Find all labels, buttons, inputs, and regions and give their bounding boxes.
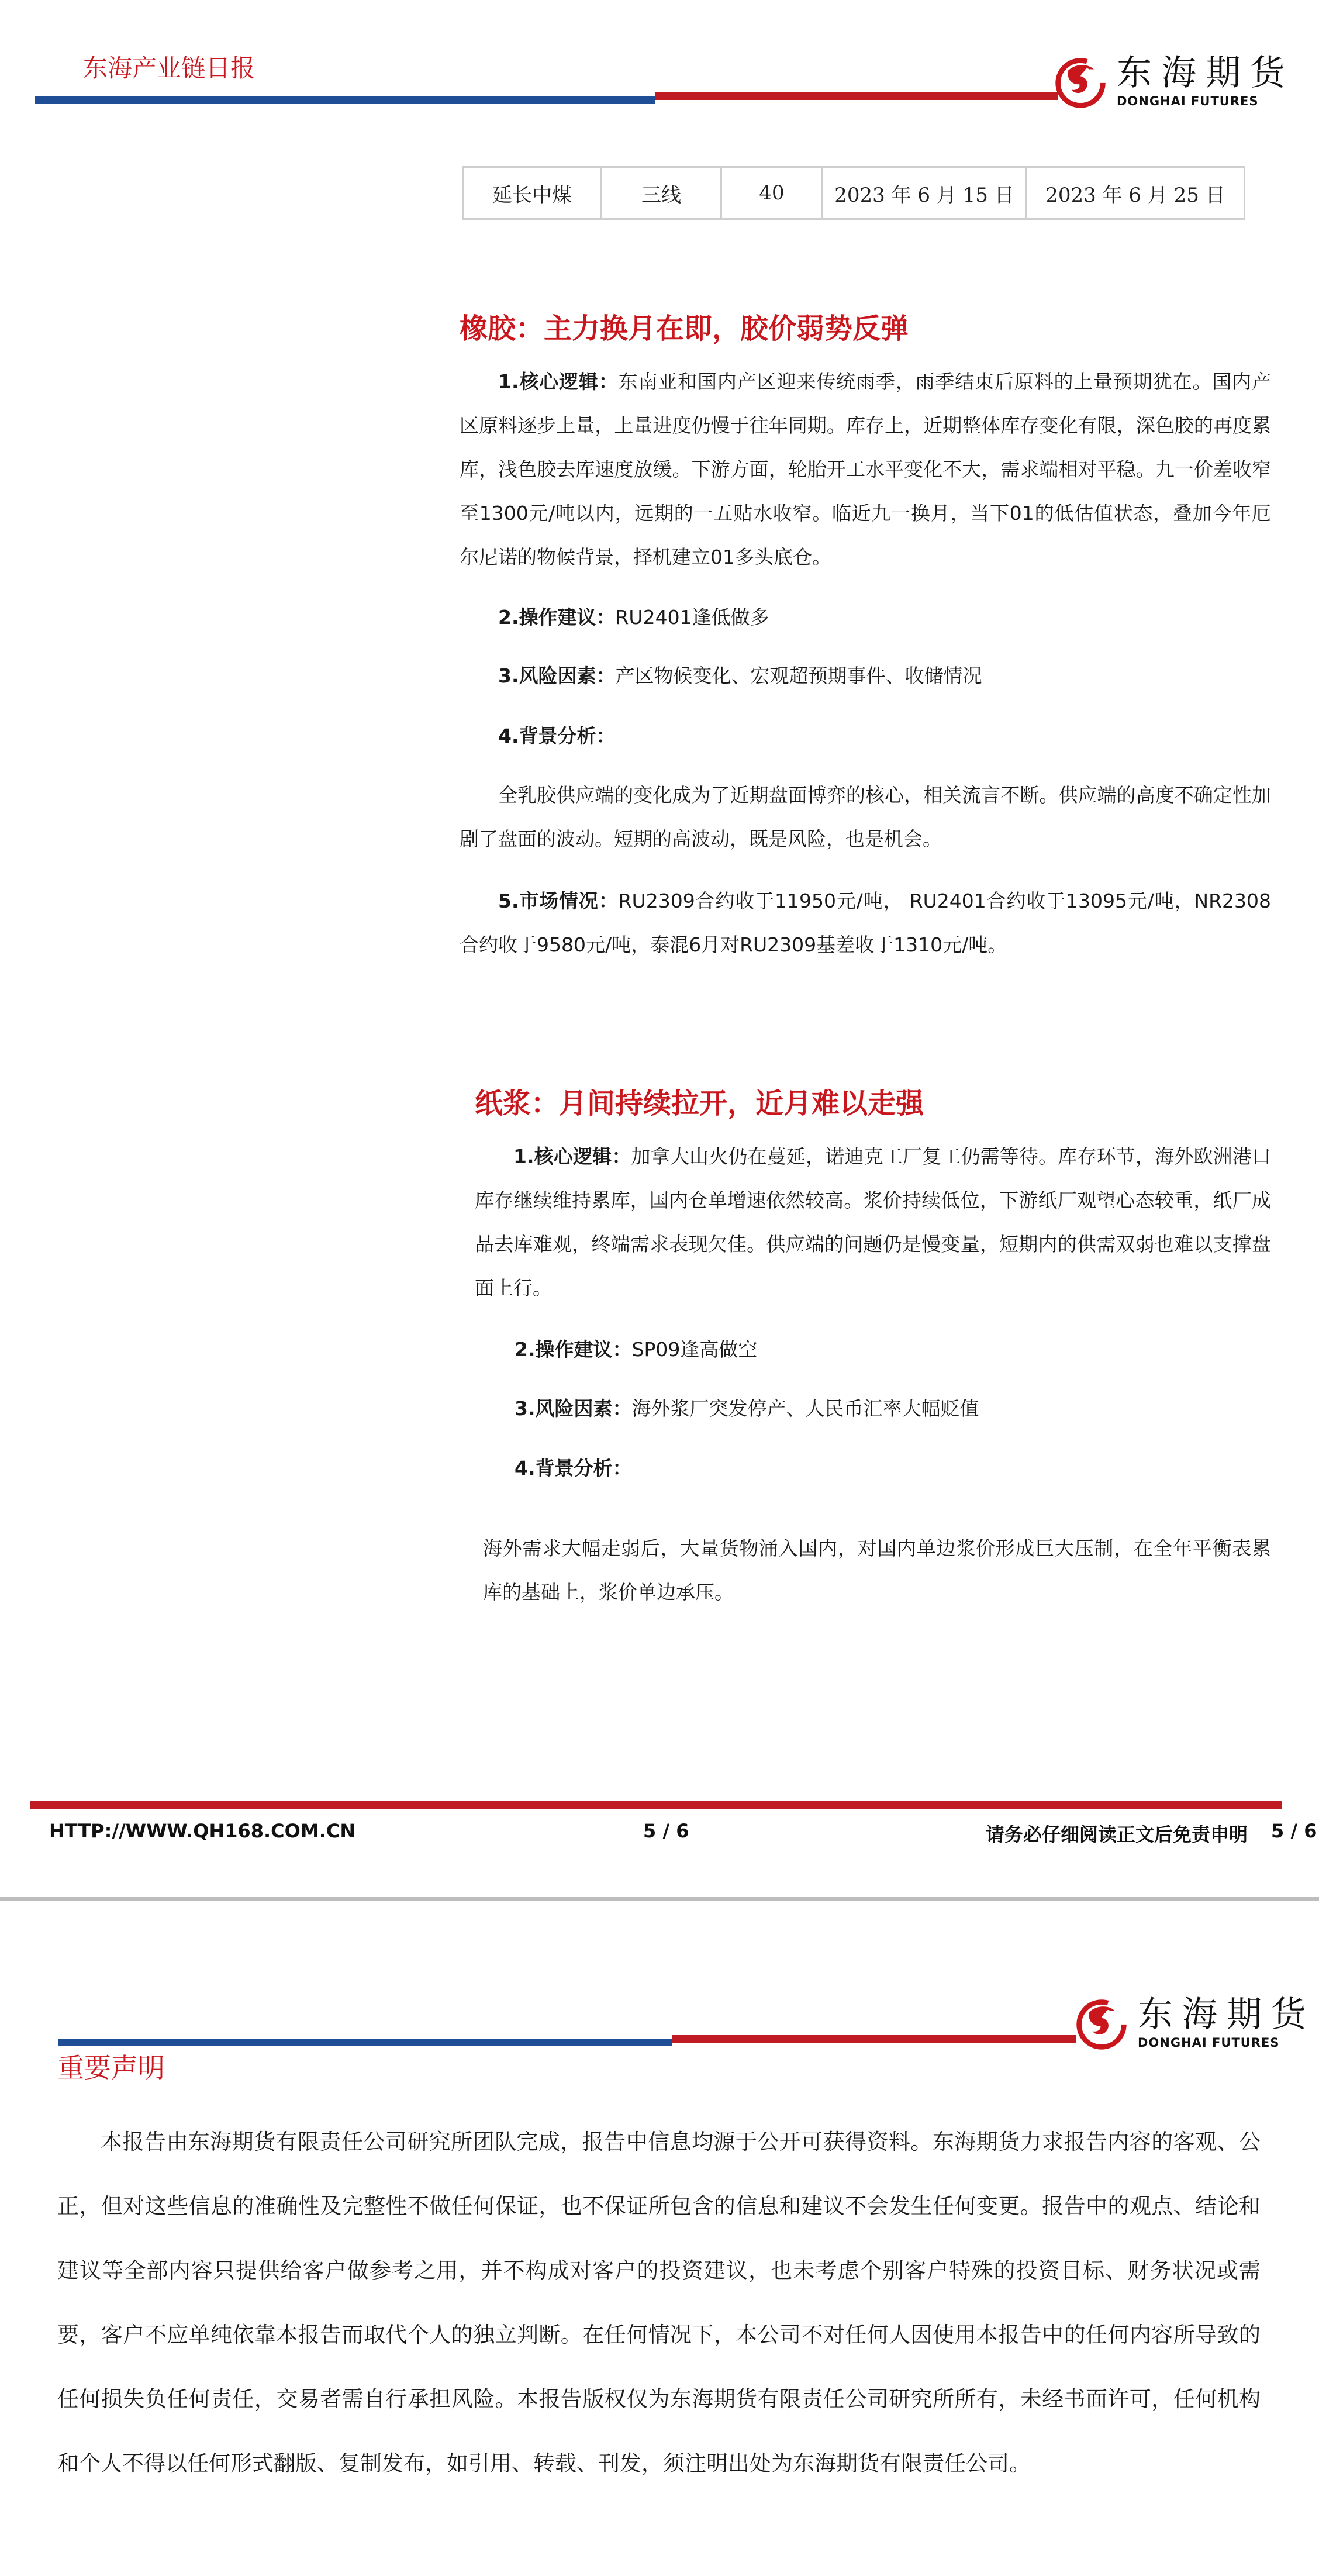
rubber-background-label: 4.背景分析：: [498, 725, 616, 747]
rubber-core-label: 1.核心逻辑：: [498, 370, 619, 393]
page-separator: [0, 1897, 1319, 1901]
table-cell: 三线: [602, 167, 721, 219]
rubber-risk-text: 产区物候变化、宏观超预期事件、收储情况: [615, 664, 982, 687]
rubber-core-text: 东南亚和国内产区迎来传统雨季，雨季结束后原料的上量预期犹在。国内产区原料逐步上量，上量进度仍慢于往年同期。库存上，近期整体库存变化有限，深色胶的再度累库，浅色胶去库速度放缓。下游方面，轮胎开工水平变化不大，需求端相对平稳。九一价差收窄至1300元/吨以内，远期的一五贴水收窄。临近九一换月，当下01的低估值状态，叠加今年厄尔尼诺的物候背景，择机建立01多头底仓。: [460, 370, 1272, 568]
pulp-section-title: 纸浆：月间持续拉开，近月难以走强: [475, 1087, 924, 1120]
table-row: [463, 167, 1245, 219]
pulp-core-label: 1.核心逻辑：: [513, 1145, 631, 1168]
rubber-core-logic: [460, 360, 1271, 579]
pulp-core-logic: [475, 1134, 1271, 1310]
footer-disclaimer-notice: 请务必仔细阅读正文后免责申明: [986, 1823, 1248, 1846]
header-bar-red-page6: [672, 2035, 1076, 2043]
pulp-background-text: 海外需求大幅走弱后，大量货物涌入国内，对国内单边浆价形成巨大压制，在全年平衡表累库的基础上，浆价单边承压。: [483, 1537, 1271, 1603]
dragon-logo-icon: [1073, 1995, 1130, 2051]
footer-url-link[interactable]: HTTP://WWW.QH168.COM.CN: [49, 1820, 356, 1842]
declaration-text: 本报告由东海期货有限责任公司研究所团队完成，报告中信息均源于公开可获得资料。东海期货力求报告内容的客观、公正，但对这些信息的准确性及完整性不做任何保证，也不保证所包含的信息和建议不会发生任何变更。报告中的观点、结论和建议等全部内容只提供给客户做参考之用，并不构成对客户的投资建议，也未考虑个别客户特殊的投资目标、财务状况或需要，客户不应单纯依靠本报告而取代个人的独立判断。在任何情况下，本公司不对任何人因使用本报告中的任何内容所导致的任何损失负任何责任，交易者需自行承担风险。本报告版权仅为东海期货有限责任公司研究所所有，未经书面许可，任何机构和个人不得以任何形式翻版、复制发布，如引用、转载、刊发，须注明出处为东海期货有限责任公司。: [57, 2129, 1261, 2476]
coal-table: [462, 166, 1245, 220]
pulp-risk: [515, 1394, 979, 1423]
footer-page-right: 5 / 6: [1271, 1820, 1317, 1842]
rubber-market-label: 5.市场情况：: [498, 889, 619, 912]
declaration-title: 重要声明: [57, 2052, 165, 2084]
table-cell: 2023 年 6 月 25 日: [1027, 167, 1245, 219]
rubber-operation: [498, 603, 769, 632]
dragon-logo-icon: [1052, 54, 1109, 110]
report-title: 东海产业链日报: [83, 54, 255, 82]
footer-page-center: 5 / 6: [643, 1820, 689, 1842]
pulp-op-text: SP09逢高做空: [631, 1338, 758, 1361]
rubber-market: [460, 879, 1271, 967]
rubber-op-text: RU2401逢低做多: [615, 606, 769, 629]
header-bar-red: [655, 92, 1058, 100]
rubber-risk-label: 3.风险因素：: [498, 664, 616, 687]
logo-cn-text: 东海期货: [1117, 53, 1294, 94]
table-cell: 40: [721, 167, 823, 219]
pulp-risk-label: 3.风险因素：: [515, 1397, 632, 1420]
rubber-op-label: 2.操作建议：: [498, 606, 616, 629]
brand-logo-page6: [1073, 1995, 1315, 2051]
pulp-op-label: 2.操作建议：: [515, 1338, 632, 1361]
rubber-background-text: 全乳胶供应端的变化成为了近期盘面博弈的核心，相关流言不断。供应端的高度不确定性加剧了盘面的波动。短期的高波动，既是风险，也是机会。: [460, 784, 1271, 850]
pulp-operation: [515, 1335, 757, 1364]
table-cell: 延长中煤: [463, 167, 602, 219]
rubber-market-text: RU2309合约收于11950元/吨， RU2401合约收于13095元/吨，NR2308合约收于9580元/吨，泰混6月对RU2309基差收于1310元/吨。: [460, 889, 1272, 956]
logo-en-text: DONGHAI FUTURES: [1138, 2036, 1280, 2050]
rubber-section-title: 橡胶：主力换月在即，胶价弱势反弹: [460, 312, 909, 345]
footer-bar: [30, 1801, 1282, 1809]
header-bar-blue-page6: [58, 2039, 672, 2046]
pulp-core-text: 加拿大山火仍在蔓延，诺迪克工厂复工仍需等待。库存环节，海外欧洲港口库存继续维持累库，国内仓单增速依然较高。浆价持续低位，下游纸厂观望心态较重，纸厂成品去库难观，终端需求表现欠佳。供应端的问题仍是慢变量，短期内的供需双弱也难以支撑盘面上行。: [475, 1145, 1272, 1299]
pulp-risk-text: 海外浆厂突发停产、人民币汇率大幅贬值: [631, 1397, 979, 1420]
rubber-risk: [498, 661, 982, 691]
logo-cn-text: 东海期货: [1138, 1994, 1315, 2035]
header-bar-blue: [35, 96, 655, 104]
brand-logo: [1052, 54, 1294, 110]
table-cell: 2023 年 6 月 15 日: [823, 167, 1027, 219]
pulp-background-label: 4.背景分析：: [515, 1457, 632, 1480]
logo-en-text: DONGHAI FUTURES: [1117, 94, 1259, 108]
